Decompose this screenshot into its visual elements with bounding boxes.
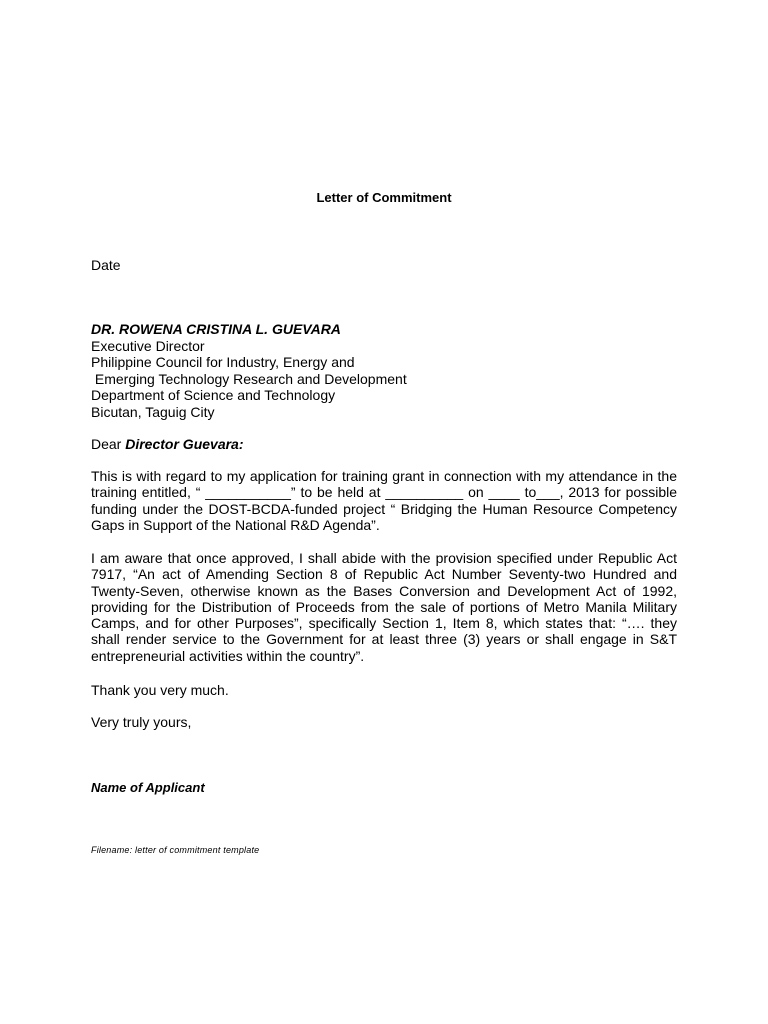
- closing-line: Very truly yours,: [91, 714, 192, 730]
- recipient-title: Executive Director: [91, 337, 205, 354]
- signatory-name: Name of Applicant: [91, 780, 205, 795]
- salutation-name: Director Guevara:: [125, 436, 244, 452]
- document-title: Letter of Commitment: [316, 190, 452, 205]
- recipient-address: [91, 321, 407, 420]
- recipient-department: Department of Science and Technology: [91, 387, 336, 403]
- salutation-prefix: Dear: [91, 436, 126, 452]
- recipient-org-line-1: Philippine Council for Industry, Energy and: [91, 354, 355, 370]
- body-paragraph-2: I am aware that once approved, I shall abide with the provision specified under Republic Act 7917, “An act of Amending Section 8 of Republic Act Number Seventy-two Hundred and Twenty-Seven, otherwise known as the Bases Conversion and Development Act of 1992, providing for the Distribution of Proceeds from the sale of portions of Metro Manila Military Camps, and for other Purposes”, specifically Section 1, Item 8, which states that: “…. they shall render service to the Government for at least three (3) years or shall engage in S&T entrepreneurial activities within the country”.: [91, 550, 677, 664]
- recipient-org-line-2: Emerging Technology Research and Development: [91, 370, 407, 387]
- recipient-name: DR. ROWENA CRISTINA L. GUEVARA: [91, 321, 341, 337]
- recipient-city: Bicutan, Taguig City: [91, 403, 215, 420]
- date-line: Date: [91, 257, 121, 273]
- filename-footer: Filename: letter of commitment template: [91, 845, 260, 855]
- body-paragraph-1: This is with regard to my application for training grant in connection with my attendance in the training entitled, “ ___________” to be held at __________ on ____ to___, 2013 for possible funding under the DOST-BCDA-funded project “ Bridging the Human Resource Competency Gaps in Support of the National R&D Agenda”.: [91, 468, 677, 533]
- thanks-line: Thank you very much.: [91, 682, 229, 698]
- salutation: [91, 436, 244, 452]
